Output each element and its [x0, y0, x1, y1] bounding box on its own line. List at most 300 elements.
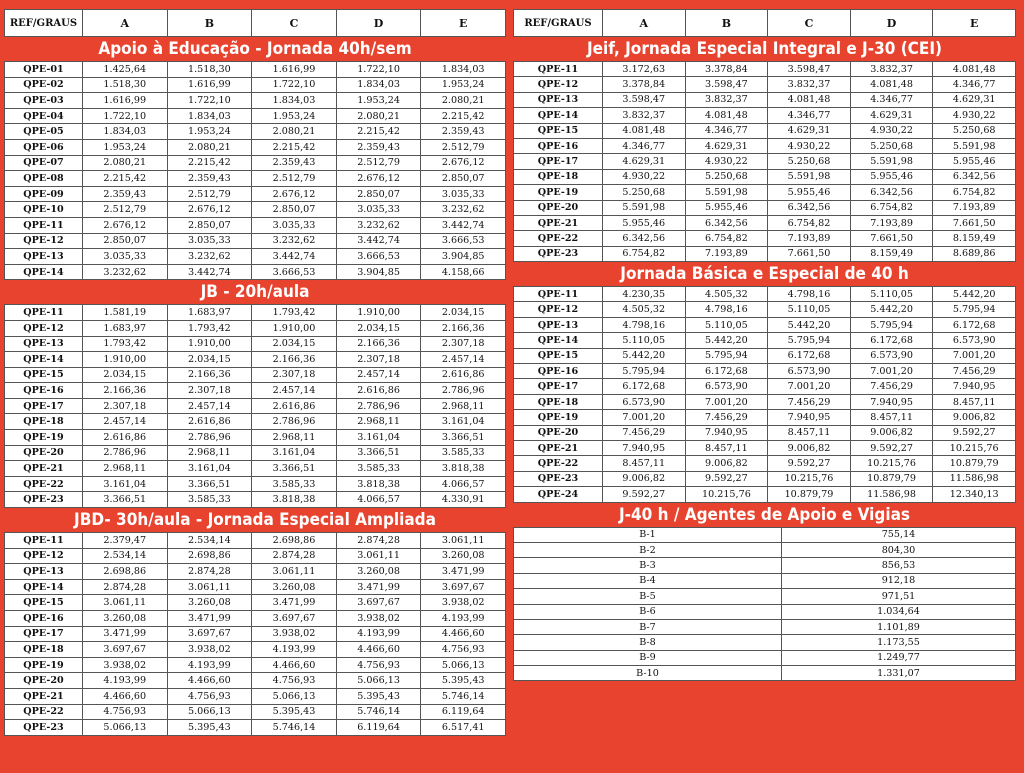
value-cell: 5.110,05 [685, 317, 768, 332]
value-cell: 1.834,03 [421, 62, 506, 78]
value-cell: 4.066,57 [336, 492, 421, 508]
value-cell: 1.722,10 [83, 108, 168, 124]
value-cell: 2.034,15 [252, 336, 337, 352]
ref-cell: QPE-14 [514, 108, 603, 123]
value-cell: 1.834,03 [167, 108, 252, 124]
value-cell: 6.573,90 [933, 333, 1016, 348]
table-row [514, 185, 1016, 200]
value-cell: 3.442,74 [167, 264, 252, 280]
value-cell: 5.591,98 [603, 200, 686, 215]
section-title: Apoio à Educação - Jornada 40h/sem [5, 37, 506, 62]
value-cell: 5.955,46 [603, 215, 686, 230]
value-cell: 5.066,13 [421, 657, 506, 673]
value-cell: 4.930,22 [603, 169, 686, 184]
agentes-table [513, 527, 1016, 682]
value-cell: 4.756,93 [336, 657, 421, 673]
table-row [5, 445, 506, 461]
value-cell: 3.818,38 [252, 492, 337, 508]
ref-cell: QPE-17 [514, 379, 603, 394]
value-cell: 3.598,47 [685, 77, 768, 92]
value-cell: 4.081,48 [685, 108, 768, 123]
table-row [514, 138, 1016, 153]
table-row [5, 688, 506, 704]
table-row [5, 642, 506, 658]
table-row [514, 77, 1016, 92]
table-row [514, 619, 1016, 634]
value-cell: 3.442,74 [336, 233, 421, 249]
ref-cell: QPE-23 [5, 492, 83, 508]
table-row [5, 93, 506, 109]
value-cell: 2.034,15 [167, 352, 252, 368]
value-cell: 3.232,62 [252, 233, 337, 249]
value-cell: 1.834,03 [336, 77, 421, 93]
value-cell: 2.616,86 [252, 398, 337, 414]
value-cell: 2.457,14 [421, 352, 506, 368]
value-cell: 7.456,29 [685, 410, 768, 425]
section-title-agentes: J-40 h / Agentes de Apoio e Vigias [513, 503, 1016, 527]
ref-cell: QPE-04 [5, 108, 83, 124]
value-cell: 1.910,00 [167, 336, 252, 352]
value-cell: 5.066,13 [336, 673, 421, 689]
value-cell: 1.101,89 [782, 619, 1016, 634]
value-cell: 2.512,79 [167, 186, 252, 202]
ref-cell: QPE-17 [5, 398, 83, 414]
value-cell: 2.379,47 [83, 533, 168, 549]
value-cell: 4.756,93 [167, 688, 252, 704]
ref-cell: QPE-13 [5, 249, 83, 265]
value-cell: 7.193,89 [685, 246, 768, 261]
value-cell: 4.193,99 [83, 673, 168, 689]
table-row [514, 231, 1016, 246]
ref-cell: QPE-09 [5, 186, 83, 202]
value-cell: 5.110,05 [768, 302, 851, 317]
ref-cell: QPE-16 [514, 364, 603, 379]
section-title-row [5, 280, 506, 305]
table-row [5, 492, 506, 508]
value-cell: 2.850,07 [336, 186, 421, 202]
value-cell: 3.035,33 [83, 249, 168, 265]
value-cell: 7.661,50 [768, 246, 851, 261]
table-row [514, 558, 1016, 573]
value-cell: 3.161,04 [336, 430, 421, 446]
value-cell: 10.879,79 [768, 487, 851, 502]
value-cell: 4.756,93 [421, 642, 506, 658]
value-cell: 8.159,49 [933, 231, 1016, 246]
left-salary-panel [4, 9, 506, 736]
value-cell: 3.697,67 [252, 611, 337, 627]
value-cell: 2.307,18 [252, 367, 337, 383]
right-salary-table [513, 9, 1016, 503]
table-row [514, 169, 1016, 184]
ref-cell: QPE-20 [514, 200, 603, 215]
value-cell: 2.034,15 [83, 367, 168, 383]
ref-cell: QPE-23 [514, 471, 603, 486]
section-title-row [5, 508, 506, 533]
table-row [514, 364, 1016, 379]
value-cell: 4.346,77 [685, 123, 768, 138]
value-cell: 8.457,11 [850, 410, 933, 425]
value-cell: 3.471,99 [336, 579, 421, 595]
ref-cell: QPE-21 [514, 440, 603, 455]
value-cell: 4.466,60 [252, 657, 337, 673]
table-row [5, 155, 506, 171]
value-cell: 4.629,31 [768, 123, 851, 138]
value-cell: 5.395,43 [421, 673, 506, 689]
value-cell: 2.457,14 [252, 383, 337, 399]
value-cell: 4.193,99 [421, 611, 506, 627]
value-cell: 3.061,11 [252, 564, 337, 580]
ref-cell: QPE-16 [5, 383, 83, 399]
value-cell: 3.818,38 [421, 461, 506, 477]
section-title: JBD- 30h/aula - Jornada Especial Ampliada [5, 508, 506, 533]
value-cell: 4.505,32 [685, 287, 768, 302]
ref-cell: B-6 [514, 604, 782, 619]
value-cell: 7.940,95 [933, 379, 1016, 394]
value-cell: 1.722,10 [336, 62, 421, 78]
ref-cell: QPE-21 [5, 688, 83, 704]
value-cell: 7.940,95 [603, 440, 686, 455]
value-cell: 1.331,07 [782, 666, 1016, 681]
table-row [514, 333, 1016, 348]
value-cell: 2.080,21 [167, 139, 252, 155]
ref-cell: B-4 [514, 573, 782, 588]
value-cell: 10.215,76 [768, 471, 851, 486]
value-cell: 1.425,64 [83, 62, 168, 78]
value-cell: 5.110,05 [603, 333, 686, 348]
value-cell: 3.697,67 [336, 595, 421, 611]
value-cell: 2.968,11 [252, 430, 337, 446]
table-row [514, 589, 1016, 604]
value-cell: 3.697,67 [421, 579, 506, 595]
value-cell: 3.378,84 [685, 62, 768, 77]
value-cell: 1.518,30 [83, 77, 168, 93]
value-cell: 6.119,64 [336, 720, 421, 736]
value-cell: 1.953,24 [252, 108, 337, 124]
value-cell: 9.592,27 [933, 425, 1016, 440]
value-cell: 4.081,48 [603, 123, 686, 138]
value-cell: 6.119,64 [421, 704, 506, 720]
value-cell: 2.850,07 [167, 217, 252, 233]
value-cell: 6.172,68 [933, 317, 1016, 332]
value-cell: 5.110,05 [850, 287, 933, 302]
value-cell: 2.698,86 [167, 548, 252, 564]
value-cell: 3.585,33 [252, 476, 337, 492]
value-cell: 5.395,43 [252, 704, 337, 720]
ref-cell: QPE-11 [514, 62, 603, 77]
table-row [5, 611, 506, 627]
section-title: JB - 20h/aula [5, 280, 506, 305]
value-cell: 5.442,20 [685, 333, 768, 348]
value-cell: 5.250,68 [603, 185, 686, 200]
value-cell: 3.161,04 [83, 476, 168, 492]
table-row [514, 650, 1016, 665]
value-cell: 3.260,08 [83, 611, 168, 627]
value-cell: 4.629,31 [850, 108, 933, 123]
value-cell: 7.001,20 [603, 410, 686, 425]
value-cell: 7.456,29 [933, 364, 1016, 379]
ref-cell: QPE-19 [5, 430, 83, 446]
left-salary-table [4, 9, 506, 736]
value-cell: 4.158,66 [421, 264, 506, 280]
value-cell: 2.786,96 [336, 398, 421, 414]
value-cell: 2.850,07 [252, 202, 337, 218]
value-cell: 5.795,94 [685, 348, 768, 363]
value-cell: 2.512,79 [421, 139, 506, 155]
value-cell: 4.346,77 [768, 108, 851, 123]
value-cell: 9.592,27 [685, 471, 768, 486]
value-cell: 10.215,76 [933, 440, 1016, 455]
value-cell: 5.250,68 [768, 154, 851, 169]
value-cell: 3.585,33 [167, 492, 252, 508]
value-cell: 6.172,68 [603, 379, 686, 394]
value-cell: 3.232,62 [83, 264, 168, 280]
value-cell: 5.795,94 [603, 364, 686, 379]
value-cell: 1.953,24 [421, 77, 506, 93]
value-cell: 2.676,12 [252, 186, 337, 202]
value-cell: 4.798,16 [768, 287, 851, 302]
value-cell: 5.795,94 [768, 333, 851, 348]
value-cell: 4.930,22 [933, 108, 1016, 123]
value-cell: 11.586,98 [850, 487, 933, 502]
value-cell: 8.457,11 [685, 440, 768, 455]
value-cell: 2.166,36 [421, 320, 506, 336]
value-cell: 1.793,42 [83, 336, 168, 352]
value-cell: 6.172,68 [850, 333, 933, 348]
value-cell: 2.676,12 [167, 202, 252, 218]
table-row [5, 430, 506, 446]
value-cell: 1.953,24 [167, 124, 252, 140]
value-cell: 6.517,41 [421, 720, 506, 736]
value-cell: 2.359,43 [83, 186, 168, 202]
value-cell: 3.471,99 [167, 611, 252, 627]
table-row [5, 171, 506, 187]
section-title: Jornada Básica e Especial de 40 h [514, 262, 1016, 287]
value-cell: 1.173,55 [782, 635, 1016, 650]
value-cell: 5.955,46 [933, 154, 1016, 169]
value-cell: 4.330,91 [421, 492, 506, 508]
value-cell: 1.793,42 [167, 320, 252, 336]
value-cell: 2.359,43 [421, 124, 506, 140]
ref-cell: B-10 [514, 666, 782, 681]
value-cell: 7.940,95 [768, 410, 851, 425]
table-row [514, 302, 1016, 317]
value-cell: 7.940,95 [685, 425, 768, 440]
value-cell: 3.260,08 [421, 548, 506, 564]
table-row [514, 317, 1016, 332]
value-cell: 4.346,77 [850, 92, 933, 107]
table-row [5, 139, 506, 155]
value-cell: 1.249,77 [782, 650, 1016, 665]
table-row [5, 720, 506, 736]
table-row [514, 246, 1016, 261]
value-cell: 7.193,89 [933, 200, 1016, 215]
value-cell: 2.359,43 [336, 139, 421, 155]
ref-cell: QPE-18 [514, 394, 603, 409]
value-cell: 3.832,37 [850, 62, 933, 77]
ref-cell: QPE-18 [5, 414, 83, 430]
table-row [514, 200, 1016, 215]
value-cell: 2.616,86 [421, 367, 506, 383]
ref-cell: QPE-19 [514, 185, 603, 200]
ref-cell: QPE-22 [514, 231, 603, 246]
header-row [514, 10, 1016, 37]
ref-cell: QPE-14 [5, 352, 83, 368]
table-row [514, 123, 1016, 138]
value-cell: 2.080,21 [421, 93, 506, 109]
table-row [514, 287, 1016, 302]
ref-cell: QPE-20 [514, 425, 603, 440]
ref-cell: QPE-21 [5, 461, 83, 477]
value-cell: 2.850,07 [421, 171, 506, 187]
value-cell: 4.230,35 [603, 287, 686, 302]
value-cell: 1.683,97 [83, 320, 168, 336]
ref-cell: QPE-12 [5, 548, 83, 564]
value-cell: 2.457,14 [83, 414, 168, 430]
value-cell: 3.061,11 [421, 533, 506, 549]
header-e: E [933, 10, 1016, 37]
value-cell: 6.342,56 [933, 169, 1016, 184]
value-cell: 10.879,79 [933, 456, 1016, 471]
header-ref-graus: REF/GRAUS [514, 10, 603, 37]
ref-cell: QPE-22 [5, 704, 83, 720]
ref-cell: QPE-13 [5, 564, 83, 580]
value-cell: 3.260,08 [252, 579, 337, 595]
table-row [5, 533, 506, 549]
ref-cell: QPE-19 [514, 410, 603, 425]
value-cell: 1.722,10 [167, 93, 252, 109]
value-cell: 1.518,30 [167, 62, 252, 78]
value-cell: 9.592,27 [850, 440, 933, 455]
table-row [514, 108, 1016, 123]
ref-cell: QPE-20 [5, 445, 83, 461]
ref-cell: B-3 [514, 558, 782, 573]
value-cell: 8.689,86 [933, 246, 1016, 261]
value-cell: 5.442,20 [850, 302, 933, 317]
value-cell: 3.904,85 [421, 249, 506, 265]
value-cell: 1.616,99 [167, 77, 252, 93]
ref-cell: QPE-11 [514, 287, 603, 302]
value-cell: 3.260,08 [167, 595, 252, 611]
value-cell: 2.968,11 [421, 398, 506, 414]
value-cell: 2.215,42 [83, 171, 168, 187]
value-cell: 2.215,42 [167, 155, 252, 171]
value-cell: 10.215,76 [685, 487, 768, 502]
ref-cell: QPE-20 [5, 673, 83, 689]
value-cell: 2.512,79 [336, 155, 421, 171]
value-cell: 4.930,22 [768, 138, 851, 153]
section-title-row [514, 37, 1016, 62]
value-cell: 11.586,98 [933, 471, 1016, 486]
value-cell: 7.940,95 [850, 394, 933, 409]
table-row [5, 320, 506, 336]
ref-cell: B-5 [514, 589, 782, 604]
value-cell: 3.035,33 [421, 186, 506, 202]
value-cell: 3.161,04 [252, 445, 337, 461]
value-cell: 7.001,20 [768, 379, 851, 394]
value-cell: 1.616,99 [83, 93, 168, 109]
section-title-row [514, 262, 1016, 287]
value-cell: 2.359,43 [167, 171, 252, 187]
table-row [514, 62, 1016, 77]
value-cell: 4.629,31 [933, 92, 1016, 107]
table-row [5, 264, 506, 280]
value-cell: 8.457,11 [933, 394, 1016, 409]
ref-cell: QPE-02 [5, 77, 83, 93]
value-cell: 2.874,28 [252, 548, 337, 564]
table-row [5, 461, 506, 477]
ref-cell: QPE-14 [5, 579, 83, 595]
value-cell: 4.466,60 [336, 642, 421, 658]
value-cell: 2.786,96 [83, 445, 168, 461]
value-cell: 3.598,47 [768, 62, 851, 77]
value-cell: 3.232,62 [336, 217, 421, 233]
value-cell: 5.955,46 [685, 200, 768, 215]
value-cell: 2.307,18 [421, 336, 506, 352]
value-cell: 3.366,51 [421, 430, 506, 446]
value-cell: 6.573,90 [603, 394, 686, 409]
table-row [5, 414, 506, 430]
table-row [514, 348, 1016, 363]
ref-cell: B-9 [514, 650, 782, 665]
ref-cell: QPE-18 [514, 169, 603, 184]
table-row [5, 305, 506, 321]
ref-cell: QPE-15 [5, 595, 83, 611]
value-cell: 2.359,43 [252, 155, 337, 171]
value-cell: 2.786,96 [421, 383, 506, 399]
value-cell: 4.629,31 [603, 154, 686, 169]
value-cell: 1.834,03 [83, 124, 168, 140]
value-cell: 6.342,56 [685, 215, 768, 230]
table-row [514, 379, 1016, 394]
value-cell: 3.061,11 [167, 579, 252, 595]
ref-cell: QPE-06 [5, 139, 83, 155]
ref-cell: QPE-13 [514, 92, 603, 107]
value-cell: 6.172,68 [768, 348, 851, 363]
value-cell: 8.457,11 [768, 425, 851, 440]
right-salary-panel [513, 9, 1016, 681]
table-row [5, 249, 506, 265]
value-cell: 6.754,82 [850, 200, 933, 215]
header-c: C [252, 10, 337, 37]
ref-cell: QPE-12 [5, 233, 83, 249]
value-cell: 7.001,20 [685, 394, 768, 409]
value-cell: 5.591,98 [768, 169, 851, 184]
value-cell: 8.457,11 [603, 456, 686, 471]
value-cell: 804,30 [782, 542, 1016, 557]
value-cell: 5.395,43 [336, 688, 421, 704]
value-cell: 7.456,29 [850, 379, 933, 394]
value-cell: 4.798,16 [685, 302, 768, 317]
value-cell: 1.793,42 [252, 305, 337, 321]
value-cell: 2.166,36 [336, 336, 421, 352]
value-cell: 6.342,56 [768, 200, 851, 215]
value-cell: 2.786,96 [252, 414, 337, 430]
table-row [514, 527, 1016, 542]
ref-cell: QPE-17 [514, 154, 603, 169]
table-row [514, 604, 1016, 619]
value-cell: 3.035,33 [167, 233, 252, 249]
value-cell: 3.818,38 [336, 476, 421, 492]
value-cell: 4.081,48 [768, 92, 851, 107]
value-cell: 3.260,08 [336, 564, 421, 580]
value-cell: 2.850,07 [83, 233, 168, 249]
value-cell: 4.466,60 [421, 626, 506, 642]
value-cell: 3.366,51 [83, 492, 168, 508]
table-row [5, 108, 506, 124]
value-cell: 10.879,79 [850, 471, 933, 486]
value-cell: 9.592,27 [603, 487, 686, 502]
value-cell: 3.938,02 [167, 642, 252, 658]
